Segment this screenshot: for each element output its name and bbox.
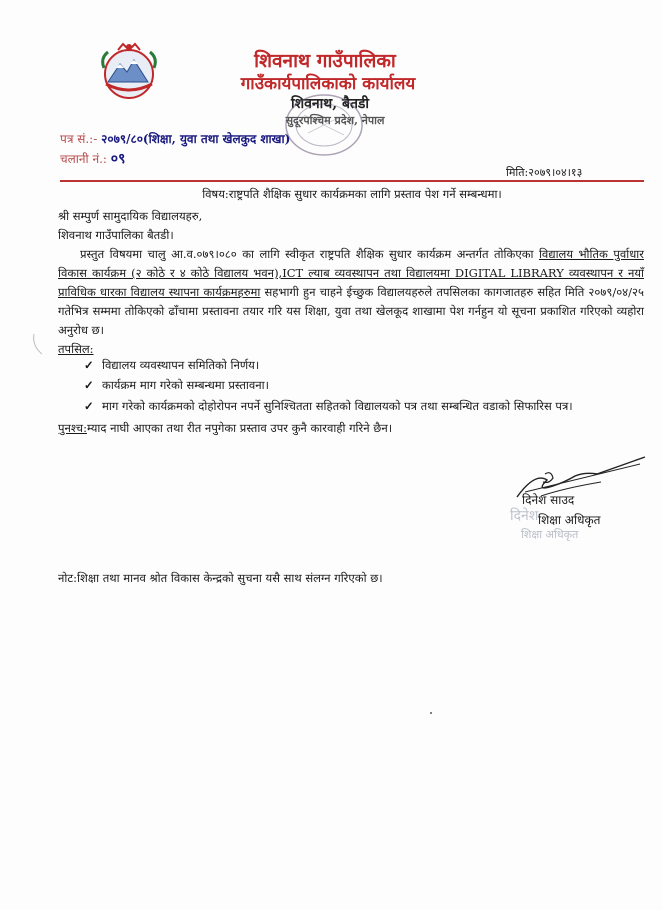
body-text-1: प्रस्तुत विषयमा चालु आ.व.०७९।०८० का लागि स्वीकृत राष्ट्रपति शैक्षिक सुधार कार्यक्रम अन्तर्गत तोकिएका [80, 247, 539, 261]
body-text-2: सहभागी हुन चाहने ईच्छुक विद्यालयहरुले तपसिलका कागजातहरु सहित मिति २०७९/०४/२५ गतेभित्र सम्ममा तोकिएको ढाँचामा प्रस्तावना तयार गरि यस शिक्षा, युवा तथा खेलकूद शाखामा पेश गर्नहुन यो सूचना प्रकाशित गरिएको व्यहोरा अनुरोध छ। [58, 285, 644, 337]
reference-label: पत्र सं.:- [60, 132, 98, 146]
subject-line: विषय:राष्ट्रपति शैक्षिक सुधार कार्यक्रमका लागि प्रस्ताव पेश गर्ने सम्बन्धमा। [202, 187, 502, 201]
letterhead-province: सुदूरपश्चिम प्रदेश, नेपाल [285, 114, 385, 127]
enclosure-heading: तपसिल: [58, 342, 94, 356]
stamp-name-faded: दिनेश [510, 508, 539, 524]
body-paragraph [58, 245, 644, 340]
speck [430, 712, 432, 714]
signatory-title: शिक्षा अधिकृत [538, 513, 601, 527]
header-divider [60, 180, 644, 182]
letterhead-location: शिवनाथ, बैतडी [290, 96, 370, 112]
signatory-name: दिनेश साउद [522, 493, 575, 507]
enclosure-item-text: कार्यक्रम माग गरेको सम्बन्धमा प्रस्तावना। [102, 378, 269, 392]
office-stamp [274, 85, 374, 165]
addressee-line-2: शिवनाथ गाउँपालिका बैतडी। [58, 228, 174, 242]
check-icon: ✓ [84, 399, 94, 413]
letterhead-municipality: शिवनाथ गाउँपालिका [254, 50, 396, 72]
enclosure-item-text: माग गरेको कार्यक्रमको दोहोरोपन नपर्ने सुनिश्चितता सहितको विद्यालयको पत्र तथा सम्बन्धित वडाको सिफारिस पत्र। [102, 399, 573, 413]
postscript-label: पुनश्च: [58, 421, 87, 435]
enclosure-item [84, 378, 269, 393]
dispatch-label: चलानी नं.: [60, 152, 107, 166]
margin-mark [30, 330, 50, 360]
nepal-emblem-icon [96, 38, 162, 104]
footnote: नोट:शिक्षा तथा मानव श्रोत विकास केन्द्रको सुचना यसै साथ संलग्न गरिएको छ। [58, 571, 383, 585]
stamp-title-faded: शिक्षा अधिकृत [521, 528, 579, 541]
dispatch-value: ०९ [110, 151, 126, 167]
enclosure-item [84, 399, 573, 414]
letter-date: मिति:२०७९।०४।१३ [506, 166, 583, 179]
reference-number [60, 130, 290, 147]
postscript-text: म्याद नाघी आएका तथा रीत नपुगेका प्रस्ताव उपर कुनै कारवाही गरिने छैन। [86, 421, 393, 435]
enclosure-item [84, 358, 259, 373]
enclosure-item-text: विद्यालय व्यवस्थापन समितिको निर्णय। [102, 358, 260, 372]
reference-value: २०७९/८०(शिक्षा, युवा तथा खेलकुद शाखा) [101, 132, 291, 146]
body-underlined-text: विद्यालय भौतिक पुर्वाधार विकास कार्यक्रम (२ कोठे र ४ कोठे विद्यालय भवन),ICT ल्याब व्यवस्थापन तथा विद्यालयमा DIGITAL LIBRARY व्यवस्थापन र नयाँ प्राविधिक धारका विद्यालय स्थापना कार्यक्रमहरुमा [58, 247, 644, 299]
letterhead-office: गाउँकार्यपालिकाको कार्यालय [240, 74, 416, 94]
check-icon: ✓ [84, 358, 94, 372]
dispatch-number [60, 149, 125, 168]
addressee-line-1: श्री सम्पुर्ण सामुदायिक विद्यालयहरु, [58, 209, 203, 223]
postscript [58, 419, 392, 438]
check-icon: ✓ [84, 378, 94, 392]
